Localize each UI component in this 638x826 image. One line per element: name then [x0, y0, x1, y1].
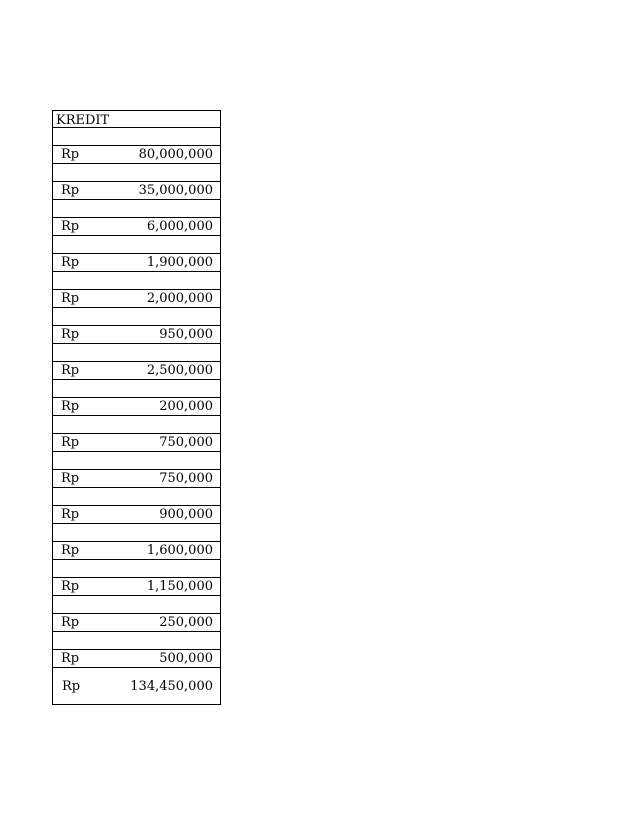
- row-amount: 2,000,000: [146, 291, 213, 306]
- row-amount: 80,000,000: [138, 147, 213, 162]
- row-amount: 750,000: [159, 435, 213, 450]
- row-amount: 200,000: [159, 399, 213, 414]
- kredit-header: KREDIT: [53, 110, 220, 128]
- kredit-rows: [53, 128, 220, 668]
- total-amount: 134,450,000: [130, 678, 213, 694]
- table-row: [53, 290, 220, 308]
- table-row: [53, 398, 220, 416]
- row-amount: 900,000: [159, 507, 213, 522]
- spacer-row: [53, 488, 220, 506]
- table-row: [53, 470, 220, 488]
- spacer-row: [53, 272, 220, 290]
- row-amount: 35,000,000: [138, 183, 213, 198]
- spacer-row: [53, 236, 220, 254]
- table-row: [53, 182, 220, 200]
- table-row: [53, 542, 220, 560]
- row-amount: 2,500,000: [146, 363, 213, 378]
- spacer-row: [53, 524, 220, 542]
- spacer-row: [53, 200, 220, 218]
- row-amount: 1,150,000: [146, 579, 213, 594]
- row-currency: Rp: [61, 147, 80, 162]
- row-currency: Rp: [61, 327, 80, 342]
- row-currency: Rp: [61, 471, 80, 486]
- table-row: [53, 362, 220, 380]
- row-amount: 500,000: [159, 651, 213, 666]
- total-currency: Rp: [62, 678, 81, 694]
- row-currency: Rp: [61, 183, 80, 198]
- spacer-row: [53, 380, 220, 398]
- table-row: [53, 578, 220, 596]
- row-currency: Rp: [61, 399, 80, 414]
- table-row: [53, 218, 220, 236]
- spacer-row: [53, 308, 220, 326]
- row-currency: Rp: [61, 219, 80, 234]
- row-currency: Rp: [61, 507, 80, 522]
- row-amount: 6,000,000: [146, 219, 213, 234]
- table-row: [53, 146, 220, 164]
- table-row: [53, 650, 220, 668]
- table-row: [53, 326, 220, 344]
- row-currency: Rp: [61, 615, 80, 630]
- spacer-row: [53, 416, 220, 434]
- total-row: [53, 668, 220, 704]
- spacer-row: [53, 632, 220, 650]
- row-amount: 1,900,000: [146, 255, 213, 270]
- row-currency: Rp: [61, 435, 80, 450]
- row-currency: Rp: [61, 651, 80, 666]
- table-row: [53, 254, 220, 272]
- row-amount: 750,000: [159, 471, 213, 486]
- row-amount: 250,000: [159, 615, 213, 630]
- table-row: [53, 434, 220, 452]
- spacer-row: [53, 164, 220, 182]
- table-row: [53, 506, 220, 524]
- table-row: [53, 614, 220, 632]
- row-amount: 950,000: [159, 327, 213, 342]
- spacer-row: [53, 560, 220, 578]
- row-currency: Rp: [61, 543, 80, 558]
- spacer-row: [53, 452, 220, 470]
- row-amount: 1,600,000: [146, 543, 213, 558]
- row-currency: Rp: [61, 579, 80, 594]
- kredit-table: [52, 110, 221, 705]
- row-currency: Rp: [61, 291, 80, 306]
- row-currency: Rp: [61, 363, 80, 378]
- row-currency: Rp: [61, 255, 80, 270]
- spacer-row: [53, 128, 220, 146]
- spacer-row: [53, 344, 220, 362]
- spacer-row: [53, 596, 220, 614]
